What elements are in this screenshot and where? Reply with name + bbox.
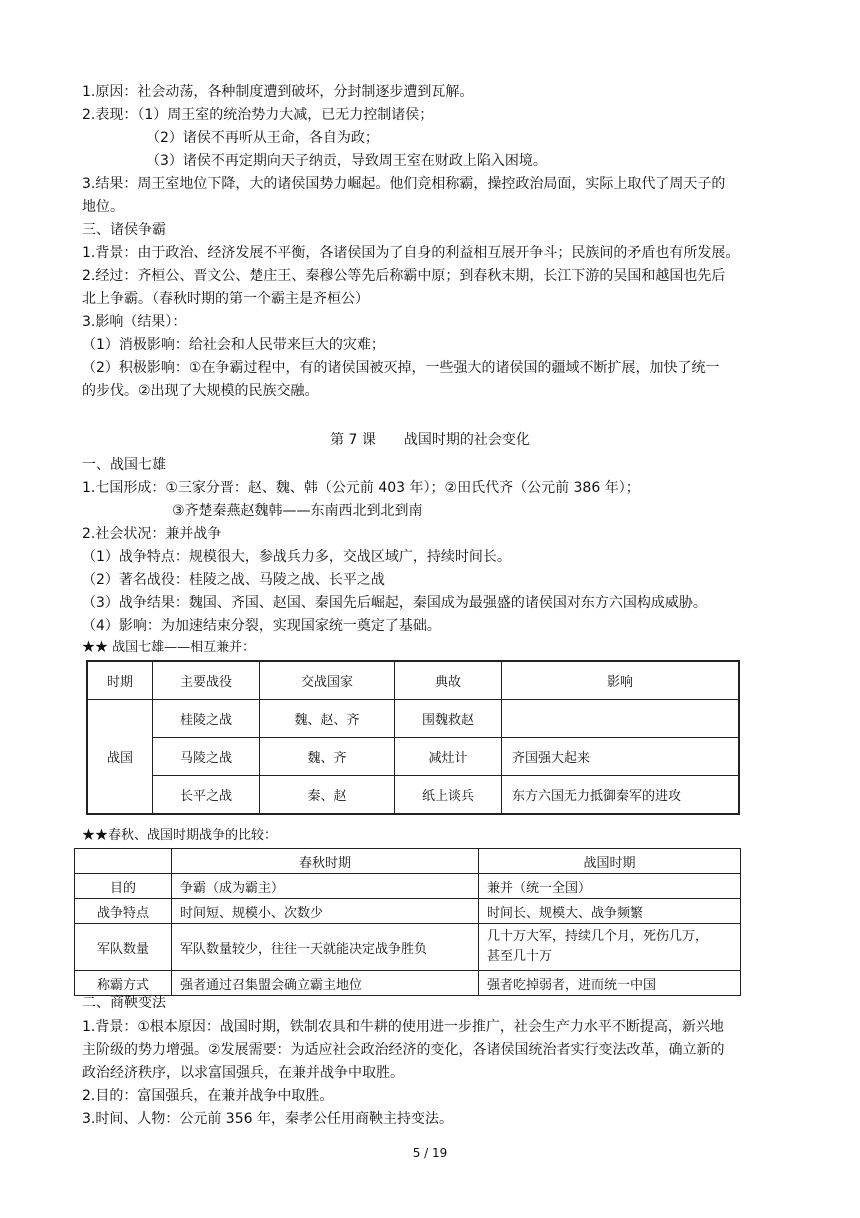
table-cell: 东方六国无力抵御秦军的进攻: [502, 776, 740, 815]
table-cell: 减灶计: [395, 738, 502, 776]
text-line: ③齐楚秦燕赵魏韩——东南西北到北到南: [172, 503, 423, 519]
period-cell: 战国: [87, 700, 153, 815]
text-line: 1.七国形成：①三家分晋：赵、魏、韩（公元前 403 年）；②田氏代齐（公元前 386 年）；: [82, 480, 640, 496]
text-line: 1.原因：社会动荡，各种制度遭到破坏，分封制逐步遭到瓦解。: [82, 84, 474, 100]
table-cell: 纸上谈兵: [395, 776, 502, 815]
text-line: 3.结果：周王室地位下降，大的诸侯国势力崛起。他们竞相称霸，操控政治局面，实际上取代了周天子的: [82, 176, 726, 192]
table-cell: 马陵之战: [153, 738, 260, 776]
table-cell-line: 几十万大军，持续几个月，死伤几万，: [487, 929, 709, 944]
table-header-cell: 影响: [502, 661, 740, 700]
text-line: （1）消极影响：给社会和人民带来巨大的灾难；: [82, 337, 385, 353]
text-line: 2.表现：（1）周王室的统治势力大减，已无力控制诸侯；: [82, 107, 434, 123]
table-header-row: [75, 849, 741, 874]
table-cell: [502, 700, 740, 738]
table-header-cell: 战国时期: [479, 849, 741, 874]
war-comparison-table: [74, 848, 741, 996]
table-cell: 时间长、规模大、战争频繁: [479, 899, 741, 924]
text-line: （2）积极影响：①在争霸过程中，有的诸侯国被灭掉，一些强大的诸侯国的疆域不断扩展，加快了统一: [82, 360, 720, 376]
table-header-cell: 春秋时期: [172, 849, 479, 874]
table-row: [87, 776, 739, 815]
table-caption: ★★ 战国七雄——相互兼并：: [82, 640, 256, 655]
table-cell: 军队数量较少，往往一天就能决定战争胜负: [172, 924, 479, 971]
table-cell-line: 甚至几十万: [487, 949, 553, 964]
table-row: [87, 700, 739, 738]
table-row: [75, 924, 741, 971]
text-line: （2）著名战役：桂陵之战、马陵之战、长平之战: [82, 572, 385, 588]
page-number: 5 / 19: [412, 1146, 448, 1160]
row-label: 称霸方式: [75, 971, 172, 996]
text-line: 地位。: [82, 199, 124, 215]
text-line: 2.目的：富国强兵，在兼并战争中取胜。: [82, 1088, 334, 1104]
table-header-row: [87, 661, 739, 700]
table-cell: 时间短、规模小、次数少: [172, 899, 479, 924]
table-cell: 长平之战: [153, 776, 260, 815]
text-line: （1）战争特点：规模很大，参战兵力多，交战区域广，持续时间长。: [82, 549, 511, 565]
text-line: 北上争霸。（春秋时期的第一个霸主是齐桓公）: [82, 291, 369, 307]
row-label: 战争特点: [75, 899, 172, 924]
text-line: 1.背景：①根本原因：战国时期，铁制农具和牛耕的使用进一步推广，社会生产力水平不断提高，新兴地: [82, 1019, 724, 1035]
text-line: 的步伐。②出现了大规模的民族交融。: [82, 383, 319, 399]
table-cell: 强者吃掉弱者，进而统一中国: [479, 971, 741, 996]
table-cell: 围魏救赵: [395, 700, 502, 738]
text-line: （3）战争结果：魏国、齐国、赵国、秦国先后崛起，秦国成为最强盛的诸侯国对东方六国构成威胁。: [82, 595, 707, 611]
table-cell: 桂陵之战: [153, 700, 260, 738]
table-cell: 强者通过召集盟会确立霸主地位: [172, 971, 479, 996]
table-cell: 齐国强大起来: [502, 738, 740, 776]
text-line: （3）诸侯不再定期向天子纳贡，导致周王室在财政上陷入困境。: [146, 153, 547, 169]
table-cell: 秦、赵: [260, 776, 395, 815]
lesson-title: 第 7 课 战国时期的社会变化: [330, 432, 530, 448]
text-line: 3.影响（结果）：: [82, 314, 187, 330]
table-cell: 争霸（成为霸主）: [172, 874, 479, 899]
table-row: [75, 874, 741, 899]
table-row: [87, 738, 739, 776]
table-cell: 兼并（统一全国）: [479, 874, 741, 899]
table-cell: 魏、赵、齐: [260, 700, 395, 738]
table-cell: 魏、齐: [260, 738, 395, 776]
table-header-cell: 典故: [395, 661, 502, 700]
section-heading: 一、战国七雄: [82, 457, 166, 473]
table-row: [75, 971, 741, 996]
text-line: 2.经过：齐桓公、晋文公、楚庄王、秦穆公等先后称霸中原；到春秋末期，长江下游的吴国和越国也先后: [82, 268, 726, 284]
text-line: 1.背景：由于政治、经济发展不平衡，各诸侯国为了自身的利益相互展开争斗；民族间的矛盾也有所发展。: [82, 245, 740, 261]
row-label: 军队数量: [75, 924, 172, 971]
text-line: 3.时间、人物：公元前 356 年，秦孝公任用商鞅主持变法。: [82, 1111, 453, 1127]
text-line: （4）影响：为加速结束分裂，实现国家统一奠定了基础。: [82, 618, 441, 634]
table-row: [75, 899, 741, 924]
table-header-cell: 时期: [87, 661, 153, 700]
text-line: 主阶级的势力增强。②发展需要：为适应社会政治经济的变化，各诸侯国统治者实行变法改革，确立新的: [82, 1042, 725, 1058]
text-line: （2）诸侯不再听从王命，各自为政；: [146, 130, 379, 146]
text-line: 2.社会状况：兼并战争: [82, 526, 222, 542]
table-header-cell: 交战国家: [260, 661, 395, 700]
table-header-cell: 主要战役: [153, 661, 260, 700]
table-caption: ★★春秋、战国时期战争的比较：: [82, 828, 278, 843]
warring-states-table: [86, 660, 740, 815]
section-heading: 二、商鞅变法: [82, 995, 166, 1011]
table-header-cell: [75, 849, 172, 874]
table-cell: [479, 924, 741, 971]
row-label: 目的: [75, 874, 172, 899]
section-heading: 三、诸侯争霸: [82, 222, 166, 238]
text-line: 政治经济秩序，以求富国强兵，在兼并战争中取胜。: [82, 1065, 404, 1081]
